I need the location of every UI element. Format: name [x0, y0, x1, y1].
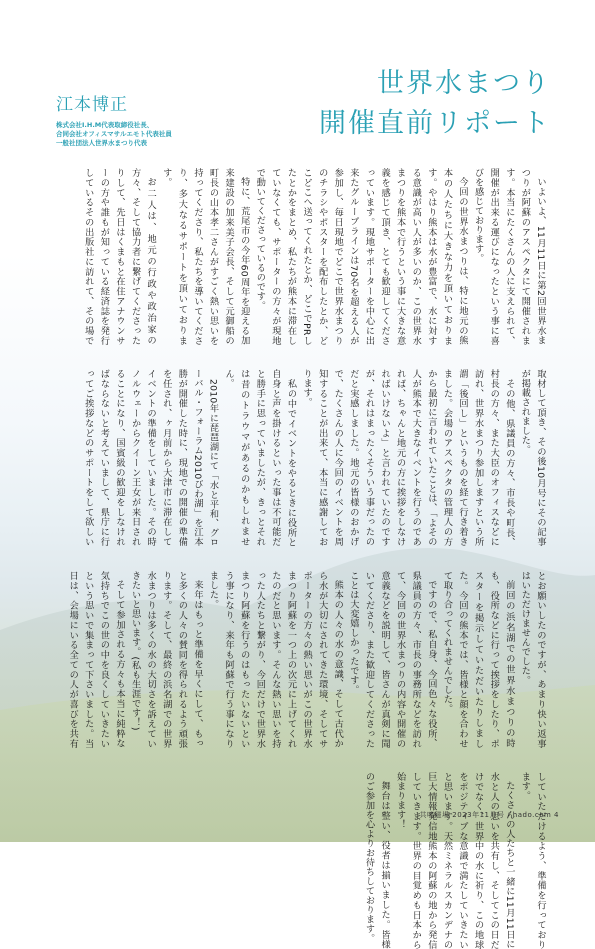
author-block	[56, 90, 276, 148]
body-paragraph: 私の中でイベントをやるときに役所と自身と声を掛けるといった事は不可能だと勝手に思っていましたが、きっとそれは昔のトラウマがあるのかもしれません。	[223, 369, 297, 547]
body-paragraph: 前回の浜名湖での世界水まつりの時も、役所などに行って挨拶をしたり、ポスターを掲示していただいたりしました。今回の熊本では、皆様と顔を合わせて取り合ってくれませんでした。	[441, 570, 515, 748]
author-affiliation: 合同会社オフィスマサルエモト代表社員	[56, 130, 172, 138]
body-paragraph: そして参加される方々も本当に純粋な気持ちでこの世の中を良くしていきたいという思いで集まって下さいました。当日は、会場にいる全ての人が喜びを共有していただけるよう、準備を行っております。	[67, 570, 546, 949]
title-line-1: 世界水まつり	[377, 68, 551, 99]
body-paragraph: 特に、荒尾市の今年60周年を迎える加来建設の加来美子会長、そして元御船の町長の山本孝二さんがすごく熱い思いを持ってくださり、私たちを導いてくださり、多大なるサポートを頂いております。	[160, 168, 250, 346]
body-paragraph: 2010年に琵琶湖にて「水と平和、グローバル・フォーラム2010びわ湖」を江本勝が開催した時に、現地での開催の準備を任され、ヶ月前から大津市に滞在してイベントの準備をしていました。その時ノルウェーからクイーン王女が来日されることになり、国賓級の歓迎をしなければならないと考えていまして、県庁に行ってご挨拶などのサポートをして欲しいとお願いしたのですが、あまり快い返事はいただけませんでした。	[82, 369, 546, 748]
body-paragraph: その他、県議員の方々、市長や町長、村長の方々、また大臣のオフィスなどに訪れ、世界水まつり参加しますという所謂「後回し」というものを経て行き着きました。会場のアスペクタの管理人の方から最初に言われていたことは、「よその人が熊本で大きなイベントを行うのであれば、ちゃんと地元の方に挨拶をしなければいけないよ」と言われていたのですが、それはまったくそういう事だったのだと実感しました。地元の皆様のおかげで、たくさんの人に今回のイベントを周知することが出来て、本当に感謝しております。	[301, 369, 515, 547]
body-paragraph: 熊本の人々の水の意識、そして古代から水が大切にされてきた環境、そしてサポーターの方々の熱い思いがこの世界水まつり阿蘇を一つ上の次元に上げてくれたのだと思います。そんな熱い思いを持った人たちと繋がり、今回だけで世界水まつり阿蘇を行うのはもったいないという事になり、来年も阿蘇で行う事になりました。	[207, 570, 344, 748]
author-name: 江本博正	[56, 95, 128, 115]
article-title	[319, 64, 551, 144]
body-paragraph: いよいよ、11月11日に第2回世界水まつりが阿蘇のアスペクタにて開催されます。本当にたくさんの人に支えられて、開催が出来る運びになったという事に喜びを感じております。	[472, 168, 546, 346]
page-footer: 共鳴磁場 2023年11月号 / hado.com 4	[419, 811, 559, 819]
body-paragraph: お二人は、地元の行政や政治家の方々、そして協力者に繋げてくださったりして、先日はくまもと在住アナウンサーの方や誰もが知っている経済誌を発行しているその出版社に訪れて、その場で取材して頂き、その後10月号にその記事が掲載されました。	[82, 168, 546, 547]
title-line-2: 開催直前リポート	[319, 108, 551, 139]
body-paragraph: たくさんの人たちと一緒に11月11日に水と人の思いを共有し、そしてこの日だけでなく、世界中の水に祈り、この地球をポジティブな意識で満たしていきたいと思います。天然ミネラルスカンデナの巨大情報発信地熊本の阿蘇の地から発信していきます。世界の目覚めも日本から始まります！	[394, 771, 515, 949]
body-paragraph: 舞台は整い、役者は揃いました。皆様のご参加を心よりお待ちしております。	[363, 771, 391, 949]
body-paragraph: 来年はもっと準備を早くにして、もっと多くの人々の賛同を得られるよう頑張ります。そして、最終の浜名湖での世界水まつりは多くの水の大切さを訴えていきたいと思います。(私も生涯です！)	[129, 570, 203, 748]
author-affiliation: 株式会社I.H.M代表取締役社長、	[56, 121, 154, 129]
author-affiliation: 一般社団法人世界水まつり代表	[56, 139, 147, 147]
body-paragraph: 今回の世界水まつりは、特に地元の熊本の人たちに大きな力を頂いております。やはり熊本は水が豊富で、水に対する意識が高い人が多いのか、この世界水まつりを熊本で行うという事に大きな意義を感じて頂き、とても歓迎してくださっています。現地サポーターを中心に出来たグループラインは70名を超える人が参加し、毎日現地でどこで世界水まつりのチラシやポスターを配布したとか、どこどこへ送ってくれたとか、どこでPRしたとかをまとめ、私たちが熊本に滞在していなくても、サポーターの方々が現地で動いてくださっているのです。	[254, 168, 469, 346]
body-paragraph: ですので、私自身、今回色々な役所、県議員の方々、市長の事務所などを訪れて、今回の世界水まつりの内容や開催の意義などを説明して、皆さんが真剣に聞いてくださり、また歓迎してくださったことは大変嬉しかったです。	[347, 570, 437, 748]
